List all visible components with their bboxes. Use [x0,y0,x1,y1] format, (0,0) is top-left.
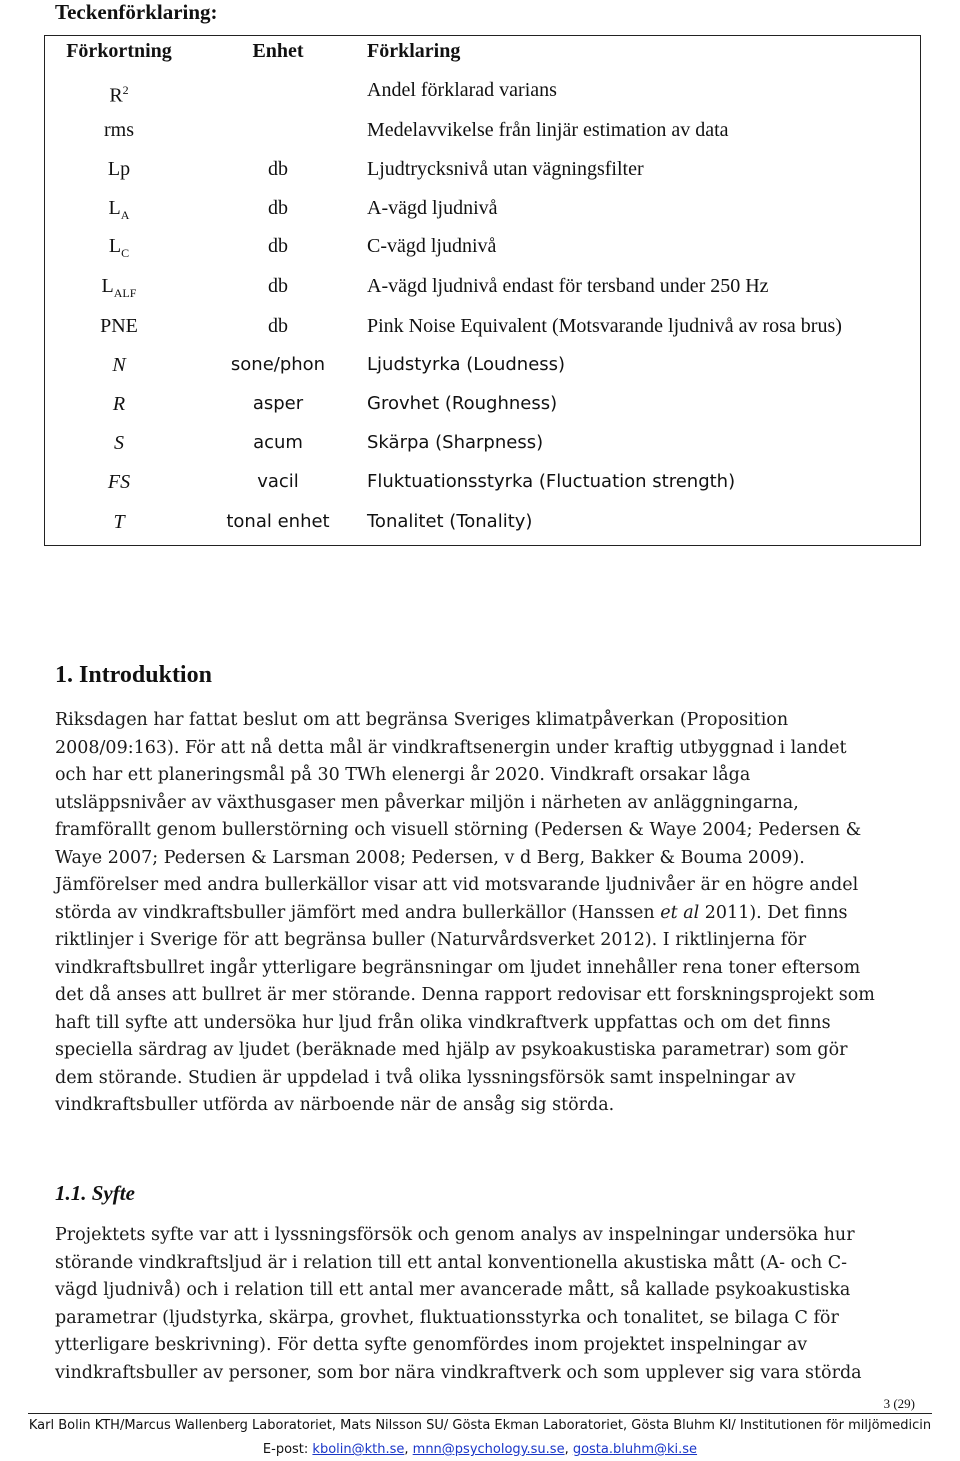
text-line: störande vindkraftsljud är i relation till ett antal konventionella akustiska mått (A- och C- [55,1252,848,1273]
text-line: störda av vindkraftsbuller jämfört med andra bullerkällor (Hanssen et al 2011). Det finns [55,902,848,923]
explanation-cell: Medelavvikelse från linjär estimation av data [367,119,729,141]
section-heading-purpose: 1.1. Syfte [55,1181,135,1205]
unit-cell: tonal enhet [226,511,330,532]
explanation-cell: Tonalitet (Tonality) [367,511,533,532]
text-line: dem störande. Studien är uppdelad i två olika lyssningsförsök samt inspelningar av [55,1067,796,1088]
text-line: vindkraftsbuller utförda av närboende när de ansåg sig störda. [55,1095,615,1115]
unit-cell: asper [252,393,304,414]
explanation-cell: Ljudtrycksnivå utan vägningsfilter [367,158,644,180]
text-line: Waye 2007; Pedersen & Larsman 2008; Pedersen, v d Berg, Bakker & Bouma 2009). [55,847,805,868]
text-line: 2008/09:163). För att nå detta mål är vindkraftsenergin under kraftig utbyggnad i landet [55,737,847,758]
explanation-cell: A-vägd ljudnivå [367,197,498,219]
unit-cell: db [268,315,288,337]
text-line: utsläppsnivåer av växthusgaser men påverkar miljön i närheten av anläggningarna, [55,792,799,813]
footer-authors: Karl Bolin KTH/Marcus Wallenberg Laboratoriet, Mats Nilsson SU/ Gösta Ekman Laboratoriet, Gösta Bluhm KI/ Institutionen för miljömedicin [28,1418,932,1433]
unit-cell: db [268,158,288,180]
unit-cell: sone/phon [230,354,326,375]
text-line: vindkraftsbullret ingår ytterligare begränsningar om ljudet innehåller rena toner eftersom [55,957,861,978]
footer-divider [28,1413,932,1414]
abbreviation-cell: R [112,393,126,415]
abbreviation-cell: FS [107,471,131,493]
email-label: E-post: [262,1442,313,1457]
text-line: framförallt genom bullerstörning och visuell störning (Pedersen & Waye 2004; Pedersen & [55,820,862,840]
abbreviation-cell: T [113,511,125,533]
text-line: Riksdagen har fattat beslut om att begränsa Sveriges klimatpåverkan (Proposition [55,710,789,730]
abbreviation-cell: rms [104,119,134,141]
text-line: vägd ljudnivå) och i relation till ett antal mer avancerade mått, så kallade psykoakustiska [55,1280,851,1300]
unit-cell: acum [253,432,303,453]
unit-cell: db [268,235,288,257]
text-line: parametrar (ljudstyrka, skärpa, grovhet, fluktuationsstyrka och tonalitet, se bilaga C för [55,1307,839,1328]
explanation-cell: Skärpa (Sharpness) [367,432,544,453]
explanation-cell: A-vägd ljudnivå endast för tersband under 250 Hz [367,275,769,297]
italic-citation: et al [660,902,700,923]
abbreviation-cell: Lp [107,158,131,180]
text-line: riktlinjer i Sverige för att begränsa buller (Naturvårdsverket 2012). I riktlinjerna för [55,930,807,950]
text-line: vindkraftsbuller av personer, som bor nära vindkraftverk och som upplever sig vara störda [55,1362,862,1383]
abbreviation-cell: S [114,432,124,454]
explanation-cell: Grovhet (Roughness) [367,393,558,414]
text-line: speciella särdrag av ljudet (beräknade med hjälp av psykoakustiska parametrar) som gör [55,1040,848,1060]
header-abbreviation: Förkortning [66,40,172,62]
footer-emails: E-post: kbolin@kth.se, mnn@psychology.su.se, gosta.bluhm@ki.se [262,1442,698,1457]
abbreviation-cell: $L_{ALF}$ [101,275,137,300]
email-link-gosta-bluhm[interactable]: gosta.bluhm@ki.se [572,1442,698,1457]
text-line: haft till syfte att undersöka hur ljud från olika vindkraftverk uppfattas och om det finns [55,1012,831,1033]
explanation-cell: C-vägd ljudnivå [367,235,497,257]
introduction-paragraph [55,707,935,1120]
abbreviation-cell: $L_A$ [108,197,130,222]
header-unit: Enhet [252,40,304,62]
explanation-cell: Andel förklarad varians [367,79,557,101]
abbreviation-cell: $R^2$ [109,83,129,107]
unit-cell: db [268,275,288,297]
explanation-cell: Pink Noise Equivalent (Motsvarande ljudnivå av rosa brus) [367,315,842,337]
text-line: Projektets syfte var att i lyssningsförsök och genom analys av inspelningar undersöka hur [55,1225,855,1245]
section-heading-introduction: 1. Introduktion [55,662,212,688]
page-number: 3 (29) [883,1396,915,1411]
abbreviation-cell: N [112,354,126,376]
email-link-kbolin[interactable]: kbolin@kth.se [312,1442,405,1457]
text-line: och har ett planeringsmål på 30 TWh elenergi år 2020. Vindkraft orsakar låga [55,765,751,785]
email-link-mnn[interactable]: mnn@psychology.su.se [412,1442,565,1457]
header-explanation: Förklaring [367,40,461,62]
abbreviation-cell: PNE [100,315,138,337]
explanation-cell: Ljudstyrka (Loudness) [367,354,566,375]
abbreviation-table [44,35,921,546]
legend-heading: Teckenförklaring: [55,0,218,24]
text-line: Jämförelser med andra bullerkällor visar att vid motsvarande ljudnivåer är en högre andel [55,875,859,895]
unit-cell: vacil [257,471,299,492]
explanation-cell: Fluktuationsstyrka (Fluctuation strength) [367,471,736,492]
unit-cell: db [268,197,288,219]
abbreviation-cell: $L_C$ [108,235,130,260]
text-line: ytterligare beskrivning). För detta syfte genomfördes inom projektet inspelningar av [55,1335,808,1355]
purpose-paragraph [55,1222,935,1387]
text-line: det då anses att bullret är mer störande. Denna rapport redovisar ett forskningsprojekt som [55,985,875,1005]
